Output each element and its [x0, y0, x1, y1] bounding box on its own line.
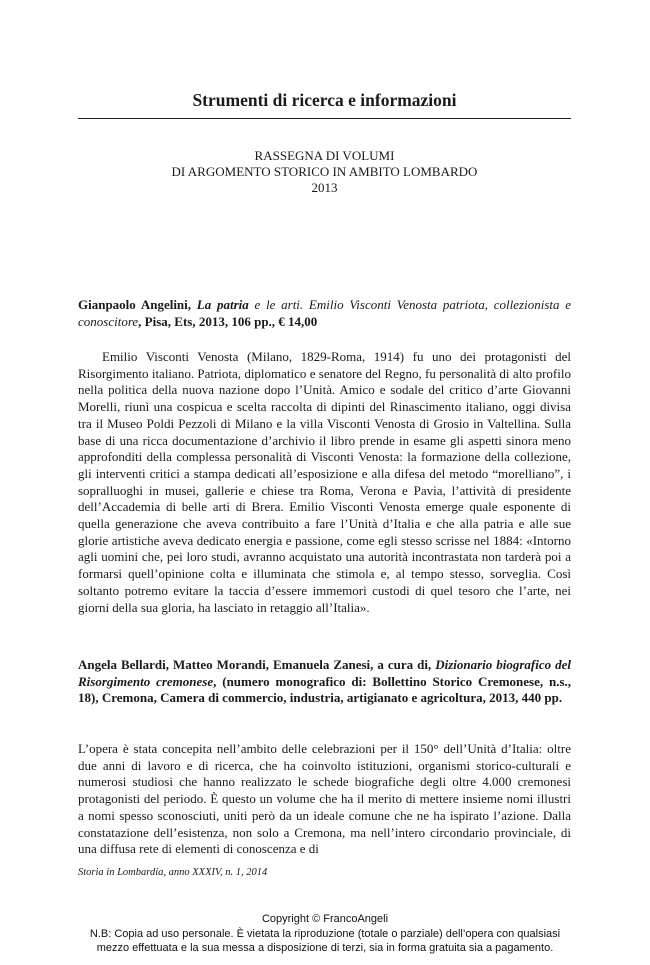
- review-2-text: L’opera è stata concepita nell’ambito delle celebrazioni per il 150° dell’Unità d’Italia: oltre due anni di lavoro e di ricerca, che ha coinvolto istituzioni, organismi storico-culturali e numerosi studiosi che hanno realizzato le schede biografiche degli oltre 4.000 cremonesi protagonisti del periodo. È questo un volume che ha il merito di mettere insieme nomi illustri a nomi spesso sconosciuti, uniti però da un ideale comune che ne ha ispirato l’azione. Dalla constatazione dell’esistenza, non solo a Cremona, ma nell’intero circondario provinciale, di una diffusa rete di elementi di conoscenza e di: [78, 741, 571, 857]
- review-2-publication: , (numero monografico di: Bollettino Storico Cremonese, n.s., 18), Cremona, Camera di commercio, industria, artigianato e agricoltura, 2013, 440 pp.: [78, 673, 572, 706]
- rassegna-line-2: DI ARGOMENTO STORICO IN AMBITO LOMBARDO: [171, 164, 478, 179]
- review-1-text: Emilio Visconti Venosta (Milano, 1829-Roma, 1914) fu uno dei protagonisti del Risorgimento italiano. Patriota, diplomatico e senatore del Regno, fu personalità di alto profilo nella politica della nuova nazione dopo l’Unità. Amico e sodale del critico d’arte Giovanni Morelli, riunì una cospicua e scelta raccolta di dipinti del Rinascimento italiano, oggi divisa tra il Museo Poldi Pezzoli di Milano e la villa Visconti Venosta di Grosio in Valtellina. Sulla base di una ricca documentazione d’archivio il libro prende in esame gli aspetti sinora meno approfonditi della complessa personalità di Visconti Venosta: la formazione della collezione, gli interventi critici a stampa dedicati all’esposizione e alla difesa del metodo “morelliano”, i sopralluoghi in musei, gallerie e chiese tra Roma, Verona e Pavia, l’attività di presidente dell’Accademia di belle arti di Brera. Emilio Visconti Venosta emerge quale esponente di quella generazione che aveva contribuito a fare l’Unità d’Italia e che alla patria e alle sue glorie artistiche aveva dedicato energia e passione, come egli stesso scrisse nel 1884: «Intorno agli uomini che, pei loro studi, avranno acquistato una autorità incontrastata non tarderà poi a formarsi quell’opinione colta e illuminata che stimola e, al tempo stesso, sorveglia. Così soltanto potremo evitare la taccia d’essere immemori custodi di quel tesoro che l’arte, nei giorni della sua gloria, ha lasciato in retaggio all’Italia».: [78, 349, 571, 615]
- review-1-author: Gianpaolo Angelini,: [78, 297, 192, 312]
- copyright-line-2: N.B: Copia ad uso personale. È vietata la riproduzione (totale o parziale) dell’opera con qualsiasi: [89, 927, 561, 940]
- review-1-title-part-1: La patria: [196, 297, 249, 312]
- rassegna-year: 2013: [311, 180, 338, 195]
- copyright-line-3: mezzo effettuata e la sua messa a disposizione di terzi, sia in forma gratuita sia a pagamento.: [96, 942, 554, 954]
- review-2-title: Dizionario biografico del Risorgimento cremonese: [78, 657, 571, 689]
- journal-footer: Storia in Lombardia, anno XXXIV, n. 1, 2014: [78, 867, 268, 878]
- copyright-notice: [0, 912, 650, 956]
- rassegna-heading: [78, 148, 571, 196]
- review-2-authors: Angela Bellardi, Matteo Morandi, Emanuela Zanesi, a cura di,: [78, 657, 432, 672]
- review-1-title-part-2: e le arti. Emilio Visconti Venosta patriota, collezionista e conoscitore: [78, 297, 571, 329]
- copyright-line-1: Copyright © FrancoAngeli: [261, 913, 389, 925]
- review-1-citation: [78, 297, 571, 330]
- section-title: Strumenti di ricerca e informazioni: [78, 88, 571, 119]
- rassegna-line-1: RASSEGNA DI VOLUMI: [254, 148, 395, 163]
- review-1-publication: , Pisa, Ets, 2013, 106 pp., € 14,00: [138, 313, 318, 329]
- review-2-citation: [78, 657, 571, 707]
